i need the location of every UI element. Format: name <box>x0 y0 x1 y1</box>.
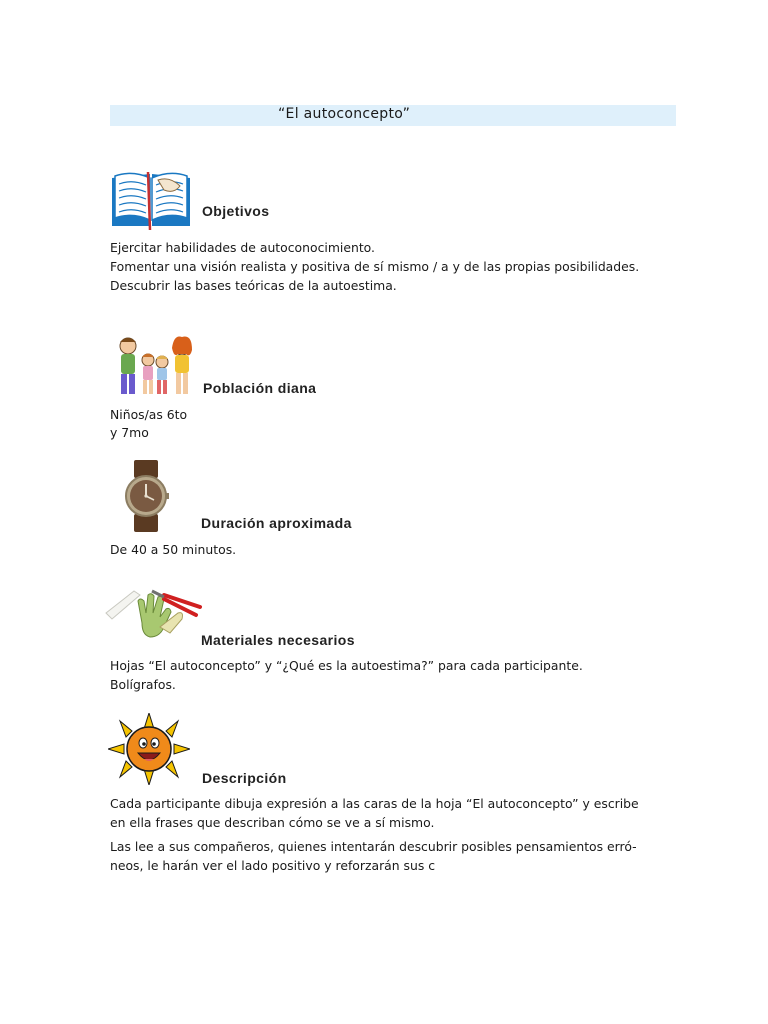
materiales-text <box>110 656 583 694</box>
title-bar <box>110 105 676 126</box>
text-line: Ejercitar habilidades de autoconocimiento. <box>110 240 375 255</box>
descripcion-text-2 <box>110 837 637 875</box>
text-line: Hojas “El autoconcepto” y “¿Qué es la autoestima?” para cada participante. <box>110 658 583 673</box>
text-line: Las lee a sus compañeros, quienes intentarán descubrir posibles pensamientos erró- <box>110 839 637 854</box>
gloves-and-pliers-icon <box>104 583 204 645</box>
text-line: Cada participante dibuja expresión a las caras de la hoja “El autoconcepto” y escribe <box>110 796 639 811</box>
poblacion-text <box>110 406 187 442</box>
text-line: De 40 a 50 minutos. <box>110 542 237 557</box>
text-line: Niños/as 6to <box>110 407 188 422</box>
open-book-icon <box>110 168 192 232</box>
page-title: “El autoconcepto” <box>278 106 411 122</box>
text-line: Bolígrafos. <box>110 677 176 692</box>
section-heading-descripcion: Descripción <box>202 770 287 786</box>
smiling-sun-icon <box>108 713 190 785</box>
text-line: Fomentar una visión realista y positiva de sí mismo / a y de las propias posibilidades. <box>110 259 640 274</box>
family-icon <box>110 334 198 398</box>
section-heading-materiales: Materiales necesarios <box>201 632 355 648</box>
descripcion-text-1 <box>110 794 639 832</box>
text-line: neos, le harán ver el lado positivo y reforzarán sus c <box>110 858 436 873</box>
section-heading-duracion: Duración aproximada <box>201 515 352 531</box>
text-line: en ella frases que describan cómo se ve a sí mismo. <box>110 815 435 830</box>
duracion-text <box>110 540 236 559</box>
wristwatch-icon <box>122 460 170 532</box>
objetivos-text <box>110 238 639 295</box>
section-heading-objetivos: Objetivos <box>202 203 270 219</box>
text-line: Descubrir las bases teóricas de la autoestima. <box>110 278 397 293</box>
section-heading-poblacion: Población diana <box>203 380 317 396</box>
text-line: y 7mo <box>110 425 149 440</box>
